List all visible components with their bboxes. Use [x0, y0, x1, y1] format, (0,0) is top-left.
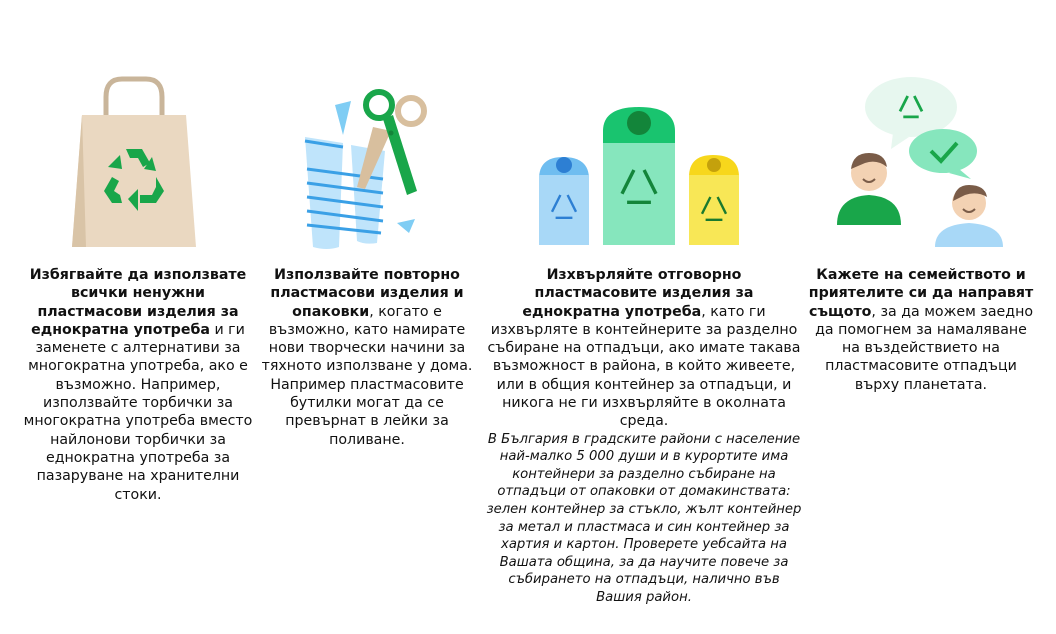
- tip-column-reuse: [258, 0, 476, 634]
- people-talking-icon: [831, 75, 1011, 255]
- tip-rest: , когато е възможно, като намирате нови творчески начини за тяхното използване у дома. Например пластмасовите бутилки могат да се превърнат в лейки за поливане.: [261, 303, 473, 448]
- tip-illustration: [18, 75, 258, 255]
- tip-illustration: [258, 75, 476, 255]
- tip-rest: , като ги изхвърляте в контейнерите за разделно събиране на отпадъци, ако имате такава възможност в района, в който живеете, или в общия контейнер за отпадъци, и никога не ги изхвърляйте в околната среда.: [487, 303, 801, 430]
- tip-illustration: [486, 75, 802, 255]
- tip-rest: , за да можем заедно да помогнем за намаляване на въздействието на пластмасовите отпадъци върху планетата.: [815, 303, 1034, 393]
- tip-text: [18, 266, 258, 504]
- recycling-bins-icon: [539, 75, 749, 255]
- scissors-cutting-bottle-icon: [287, 75, 447, 255]
- tip-column-dispose: [486, 0, 802, 634]
- tip-bold: Използвайте повторно пластмасови изделия и опаковки: [270, 267, 464, 320]
- tip-bold: Изхвърляйте отговорно пластмасовите изделия за еднократна употреба: [522, 267, 754, 320]
- tip-text: [808, 266, 1034, 394]
- tip-column-tell: [808, 0, 1034, 634]
- tip-bold: Кажете на семейството и приятелите си да направят същото: [808, 267, 1034, 320]
- tip-bold: Избягвайте да използвате всички ненужни пластмасови изделия за еднократна употреба: [29, 267, 247, 338]
- tip-column-avoid: [18, 0, 258, 634]
- tip-note: В България в градските райони с население най-малко 5 000 души и в курортите има контейнери за разделно събиране на отпадъци от опаковки от домакинствата: зелен контейнер за стъкло, жълт контейнер за метал и пластмаса и син контейнер за хартия и картон. Проверете уебсайта на Вашата община, за да научите повече за събирането на отпадъци, налично във Вашия район.: [486, 431, 802, 606]
- recycle-bag-icon: [68, 75, 208, 255]
- tip-text: [486, 266, 802, 607]
- tip-illustration: [808, 75, 1034, 255]
- tip-rest: и ги заменете с алтернативи за многократна употреба, ако е възможно. Например, използвайте торбички за многократна употреба вместо найлонови торбички за еднократна употреба за пазаруване на хранителни стоки.: [23, 321, 253, 503]
- tip-text: [258, 266, 476, 449]
